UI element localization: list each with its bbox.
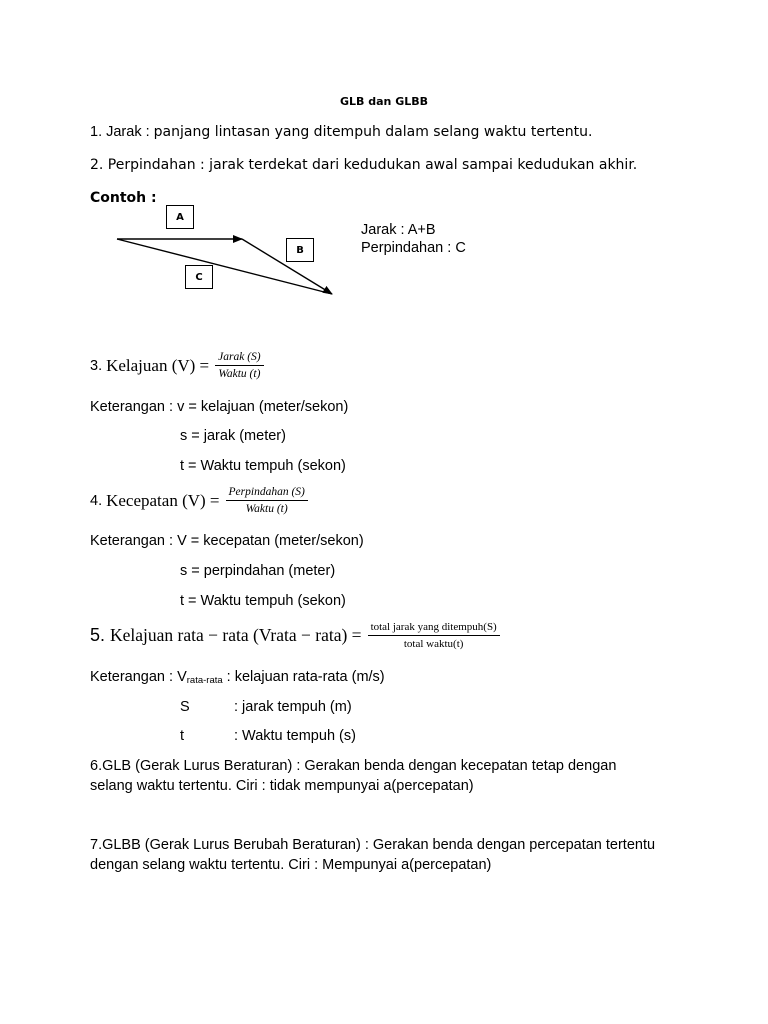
- vector-diagram: [0, 0, 768, 320]
- item-glbb: 7.GLBB (Gerak Lurus Berubah Beraturan) : Gerakan benda dengan percepatan tertentu dengan selang waktu tertentu. Ciri : Mempunyai a(percepatan): [90, 837, 656, 873]
- formula-kecepatan: [90, 485, 308, 516]
- item-jarak-number: 1. Jarak :: [90, 124, 154, 140]
- ket-rata-rata-prefix: Keterangan : V: [90, 669, 187, 685]
- formula-rata-rata-numerator: total jarak yang ditempuh(S): [368, 620, 500, 636]
- ket-kecepatan-line2: s = perpindahan (meter): [180, 563, 336, 579]
- formula-rata-rata-number: 5.: [90, 625, 106, 645]
- ket-rata-rata-symbol-t: t: [180, 728, 185, 744]
- formula-kelajuan-number: 3.: [90, 357, 103, 374]
- formula-kecepatan-fraction: [226, 485, 308, 516]
- formula-rata-rata-denominator: total waktu(t): [403, 638, 464, 650]
- label-box-a: A: [166, 205, 194, 229]
- ket-kelajuan-line2: s = jarak (meter): [180, 428, 286, 444]
- ket-kelajuan-line1: Keterangan : v = kelajuan (meter/sekon): [90, 399, 349, 415]
- formula-kelajuan-rata-rata: [90, 620, 500, 651]
- ket-rata-rata-symbol-s: S: [180, 699, 190, 715]
- label-box-b: B: [286, 238, 314, 262]
- formula-kelajuan-denominator: Waktu (t): [218, 368, 261, 380]
- ket-rata-rata-desc-s: : jarak tempuh (m): [234, 699, 352, 715]
- formula-rata-rata-fraction: [368, 620, 500, 651]
- ket-rata-rata-subscript: rata-rata: [186, 675, 223, 686]
- ket-rata-rata-suffix: : kelajuan rata-rata (m/s): [222, 669, 385, 685]
- ket-kelajuan-line3: t = Waktu tempuh (sekon): [180, 458, 346, 474]
- item-jarak-definition: panjang lintasan yang ditempuh dalam selang waktu tertentu.: [153, 124, 593, 140]
- formula-kelajuan-numerator: Jarak (S): [215, 350, 263, 366]
- item-glb: 6.GLB (Gerak Lurus Beraturan) : Gerakan benda dengan kecepatan tetap dengan selang waktu tertentu. Ciri : tidak mempunyai a(percepatan): [90, 758, 617, 794]
- formula-kelajuan: [90, 350, 264, 381]
- label-box-c: C: [185, 265, 213, 289]
- formula-kecepatan-numerator: Perpindahan (S): [226, 485, 308, 501]
- ket-kecepatan-line3: t = Waktu tempuh (sekon): [180, 593, 346, 609]
- note-jarak: Jarak : A+B: [361, 222, 436, 238]
- formula-kecepatan-lhs: Kecepatan (V) =: [106, 490, 220, 510]
- ket-rata-rata-desc-t: : Waktu tempuh (s): [234, 728, 356, 744]
- example-label: Contoh :: [90, 190, 157, 206]
- document-title: GLB dan GLBB: [340, 95, 429, 108]
- formula-kecepatan-number: 4.: [90, 492, 103, 509]
- ket-kecepatan-line1: Keterangan : V = kecepatan (meter/sekon): [90, 533, 364, 549]
- ket-rata-rata-line1: [90, 669, 385, 686]
- item-perpindahan: 2. Perpindahan : jarak terdekat dari kedudukan awal sampai kedudukan akhir.: [90, 157, 638, 173]
- formula-kecepatan-denominator: Waktu (t): [245, 503, 288, 515]
- formula-kelajuan-fraction: [215, 350, 263, 381]
- formula-kelajuan-lhs: Kelajuan (V) =: [106, 355, 210, 375]
- note-perpindahan: Perpindahan : C: [361, 240, 466, 256]
- formula-rata-rata-lhs: Kelajuan rata − rata (Vrata − rata) =: [110, 625, 362, 645]
